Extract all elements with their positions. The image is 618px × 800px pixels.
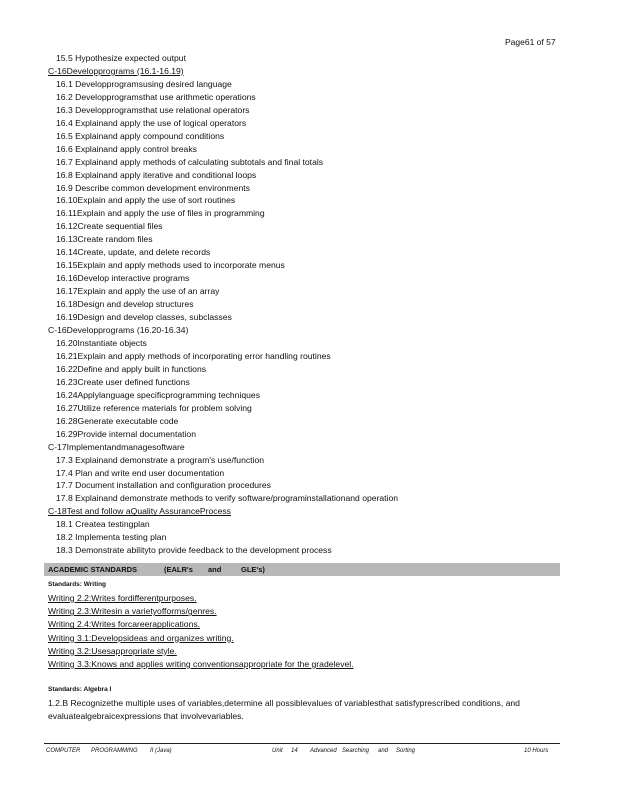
competency-item xyxy=(48,298,568,311)
line-text: 16.21Explain and apply methods of incorporating error handling routines xyxy=(56,350,331,361)
academic-standards-label: ACADEMIC STANDARDS xyxy=(48,565,138,574)
line-text: C-17Implementandmanagesoftware xyxy=(48,441,185,452)
line-text: C-16Developprograms (16.20-16.34) xyxy=(48,325,189,336)
line-text: 16.10Explain and apply the use of sort routines xyxy=(56,195,236,206)
footer-unit-6: Sorting xyxy=(396,748,416,754)
algebra-standard-text: 1.2.B Recognizethe multiple uses of variables,determine all possiblevalues of variablesthat satisfyprescribed conditions, and evaluatealgebraicexpressions that involvevariables. xyxy=(48,698,520,721)
competency-item xyxy=(48,117,568,130)
footer-course-3: II (Java) xyxy=(150,748,172,754)
line-text: 16.23Create user defined functions xyxy=(56,376,190,387)
competency-item xyxy=(48,518,568,531)
competency-item xyxy=(48,78,568,91)
competency-item xyxy=(48,91,568,104)
competency-item xyxy=(48,130,568,143)
writing-standard-text: Writing 3.2:Usesappropriate style. xyxy=(48,645,177,656)
line-text: 16.18Design and develop structures xyxy=(56,299,194,310)
writing-standard-link[interactable] xyxy=(48,605,354,618)
line-text: 16.17Explain and apply the use of an array xyxy=(56,286,220,297)
line-text: 16.1 Developprogramsusing desired language xyxy=(56,78,232,89)
footer-unit-2: 14 xyxy=(291,748,298,754)
footer-unit-5: and xyxy=(378,748,389,754)
line-text: 16.11Explain and apply the use of files in programming xyxy=(56,208,265,219)
competency-item xyxy=(48,259,568,272)
competency-item xyxy=(48,454,568,467)
competency-item xyxy=(48,402,568,415)
line-text: 18.2 Implementa testing plan xyxy=(56,532,167,543)
competency-item xyxy=(48,311,568,324)
competency-item xyxy=(48,182,568,195)
line-text: 16.22Define and apply built in functions xyxy=(56,363,207,374)
competency-heading xyxy=(48,65,568,78)
competency-item xyxy=(48,156,568,169)
line-text: 16.24Applylanguage specificprogramming techniques xyxy=(56,389,260,400)
competency-item xyxy=(48,220,568,233)
writing-standard-text: Writing 2.4:Writes forcareerapplications. xyxy=(48,619,201,630)
line-text: 16.16Develop interactive programs xyxy=(56,273,190,284)
competency-item xyxy=(48,544,568,557)
competency-item xyxy=(48,376,568,389)
competency-item xyxy=(48,531,568,544)
line-text: C-18Test and follow aQuality AssuranceProcess xyxy=(48,506,231,517)
competency-item xyxy=(48,207,568,220)
competency-item xyxy=(48,467,568,480)
competency-heading xyxy=(48,441,568,454)
line-text: 16.15Explain and apply methods used to incorporate menus xyxy=(56,260,285,271)
line-text: 16.9 Describe common development environments xyxy=(56,182,250,193)
line-text: 17.4 Plan and write end user documentation xyxy=(56,467,225,478)
line-text: 16.19Design and develop classes, subclasses xyxy=(56,312,232,323)
writing-standard-link[interactable] xyxy=(48,592,354,605)
competency-item xyxy=(48,337,568,350)
footer-unit-1: Unit xyxy=(272,748,283,754)
competency-item xyxy=(48,143,568,156)
line-text: 15.5 Hypothesize expected output xyxy=(56,53,186,63)
competency-item xyxy=(48,479,568,492)
line-text: 16.6 Explainand apply control breaks xyxy=(56,143,197,154)
line-text: 18.1 Createa testingplan xyxy=(56,519,150,530)
competency-item xyxy=(48,169,568,182)
footer-unit-4: Searching xyxy=(342,748,370,754)
writing-standard-text: Writing 3.3:Knows and applies writing conventionsappropriate for the gradelevel. xyxy=(48,659,354,670)
line-text: C-16Developprograms (16.1-16.19) xyxy=(48,65,184,76)
competency-heading xyxy=(48,324,568,337)
competency-heading xyxy=(48,505,568,518)
line-text: 16.4 Explainand apply the use of logical operators xyxy=(56,117,247,128)
footer-course-2: PROGRAMMING xyxy=(91,748,138,754)
and-label: and xyxy=(208,565,222,574)
line-text: 16.3 Developprogramsthat use relational operators xyxy=(56,104,250,115)
writing-standards-list xyxy=(48,592,354,671)
ealr-label: (EALR's xyxy=(164,565,193,574)
line-text: 16.2 Developprogramsthat use arithmetic operations xyxy=(56,91,256,102)
competency-item xyxy=(48,285,568,298)
footer-unit-3: Advanced xyxy=(310,748,337,754)
competency-item xyxy=(48,428,568,441)
line-text: 16.29Provide internal documentation xyxy=(56,428,196,439)
academic-standards-bar xyxy=(44,563,560,576)
line-text: 16.20Instantiate objects xyxy=(56,337,147,348)
gle-label: GLE's) xyxy=(241,565,265,574)
competency-item xyxy=(48,492,568,505)
line-text: 18.3 Demonstrate abilityto provide feedback to the development process xyxy=(56,545,332,556)
line-text: 16.13Create random files xyxy=(56,234,153,245)
algebra-standards-header: Standards: Algebra I xyxy=(48,686,112,693)
line-text: 17.7 Document installation and configuration procedures xyxy=(56,480,271,491)
competency-item xyxy=(48,246,568,259)
writing-standard-text: Writing 2.3:Writesin a varietyofforms/genres. xyxy=(48,606,217,617)
writing-standards-header: Standards: Writing xyxy=(48,581,107,588)
line-text: 16.27Utilize reference materials for problem solving xyxy=(56,402,252,413)
writing-standard-link[interactable] xyxy=(48,658,354,671)
line-text: 16.7 Explainand apply methods of calculating subtotals and final totals xyxy=(56,156,324,167)
line-text: 16.8 Explainand apply iterative and conditional loops xyxy=(56,169,257,180)
footer-rule xyxy=(44,743,560,744)
competency-item xyxy=(48,194,568,207)
competency-list xyxy=(48,52,568,557)
competency-item xyxy=(48,52,568,65)
line-text: 17.8 Explainand demonstrate methods to verify software/programinstallationand operation xyxy=(56,493,399,504)
writing-standard-link[interactable] xyxy=(48,645,354,658)
writing-standard-text: Writing 3.1:Developsideas and organizes writing. xyxy=(48,632,234,643)
competency-item xyxy=(48,363,568,376)
footer-hours: 10 Hours xyxy=(524,748,549,754)
writing-standard-text: Writing 2.2:Writes fordifferentpurposes. xyxy=(48,593,197,603)
competency-item xyxy=(48,272,568,285)
writing-standard-link[interactable] xyxy=(48,618,354,631)
competency-item xyxy=(48,104,568,117)
competency-item xyxy=(48,233,568,246)
page-number: Page61 of 57 xyxy=(505,37,556,47)
writing-standard-link[interactable] xyxy=(48,632,354,645)
competency-item xyxy=(48,350,568,363)
line-text: 16.12Create sequential files xyxy=(56,221,163,232)
competency-item xyxy=(48,415,568,428)
line-text: 16.14Create, update, and delete records xyxy=(56,247,211,258)
competency-item xyxy=(48,389,568,402)
line-text: 17.3 Explainand demonstrate a program's use/function xyxy=(56,454,265,465)
line-text: 16.28Generate executable code xyxy=(56,415,179,426)
footer-course-1: COMPUTER xyxy=(46,748,81,754)
line-text: 16.5 Explainand apply compound conditions xyxy=(56,130,225,141)
